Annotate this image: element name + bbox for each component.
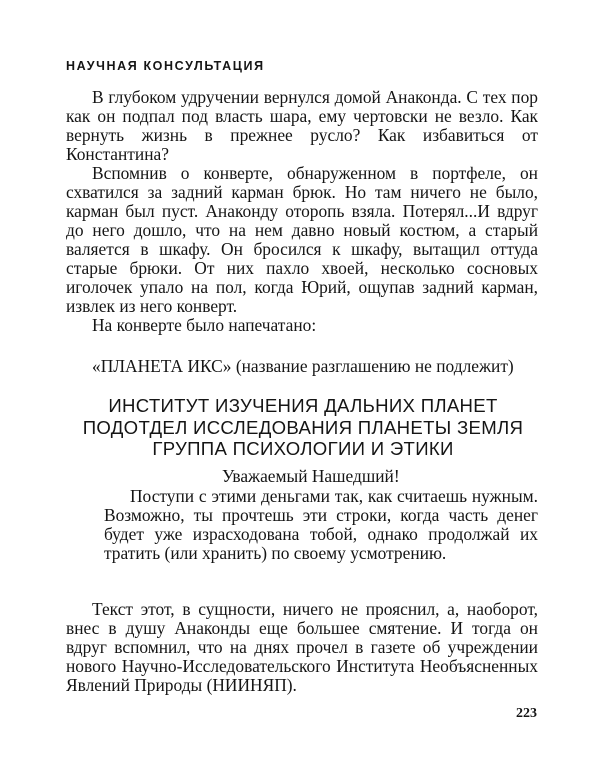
letter-salutation: Уважаемый Нашедший!: [222, 466, 400, 486]
letter-block: [104, 467, 538, 563]
paragraph-3: На конверте было напечатано:: [92, 315, 317, 335]
opening-text: [66, 88, 538, 335]
institute-line: ИНСТИТУТ ИЗУЧЕНИЯ ДАЛЬНИХ ПЛАНЕТ: [108, 395, 498, 416]
letter-body: Поступи с этими деньгами так, как считаешь нужным. Возможно, ты прочтешь эти строки, когда часть денег будет уже израсходована тобой, однако продолжай их тратить (или хранить) по своему усмотрению.: [104, 486, 538, 563]
institute-heading: [58, 395, 548, 460]
page-number: 223: [516, 706, 537, 721]
institute-line: ПОДОТДЕЛ ИССЛЕДОВАНИЯ ПЛАНЕТЫ ЗЕМЛЯ: [82, 416, 524, 438]
closing-paragraph: Текст этот, в сущности, ничего не прояснил, а, наоборот, внес в душу Анаконды еще большее смятение. И тогда он вдруг вспомнил, что на днях прочел в газете об учреждении нового Научно-Исследовательского Института Необъясненных Явлений Природы (НИИНЯП).: [66, 599, 538, 695]
paragraph-1: В глубоком удручении вернулся домой Анаконда. С тех пор как он подпал под власть шара, ему чертовски не везло. Как вернуть жизнь в прежнее русло? Как избавиться от Константина?: [66, 87, 538, 164]
institute-line: ГРУППА ПСИХОЛОГИИ И ЭТИКИ: [152, 438, 454, 459]
envelope-intro: «ПЛАНЕТА ИКС» (название разглашению не подлежит): [92, 356, 514, 376]
closing-block: [66, 600, 538, 695]
paragraph-2: Вспомнив о конверте, обнаруженном в портфеле, он схватился за задний карман брюк. Но там ничего не было, карман был пуст. Анаконду оторопь взяла. Потерял...И вдруг до него дошло, что на нем давно новый костюм, а старый валяется в шкафу. Он бросился к шкафу, вытащил оттуда старые брюки. От них пахло хвоей, несколько сосновых иголочек упало на пол, когда Юрий, ощупав задний карман, извлек из него конверт.: [66, 163, 538, 316]
section-header: НАУЧНАЯ КОНСУЛЬТАЦИЯ: [66, 59, 265, 73]
envelope-intro-block: [66, 357, 538, 376]
